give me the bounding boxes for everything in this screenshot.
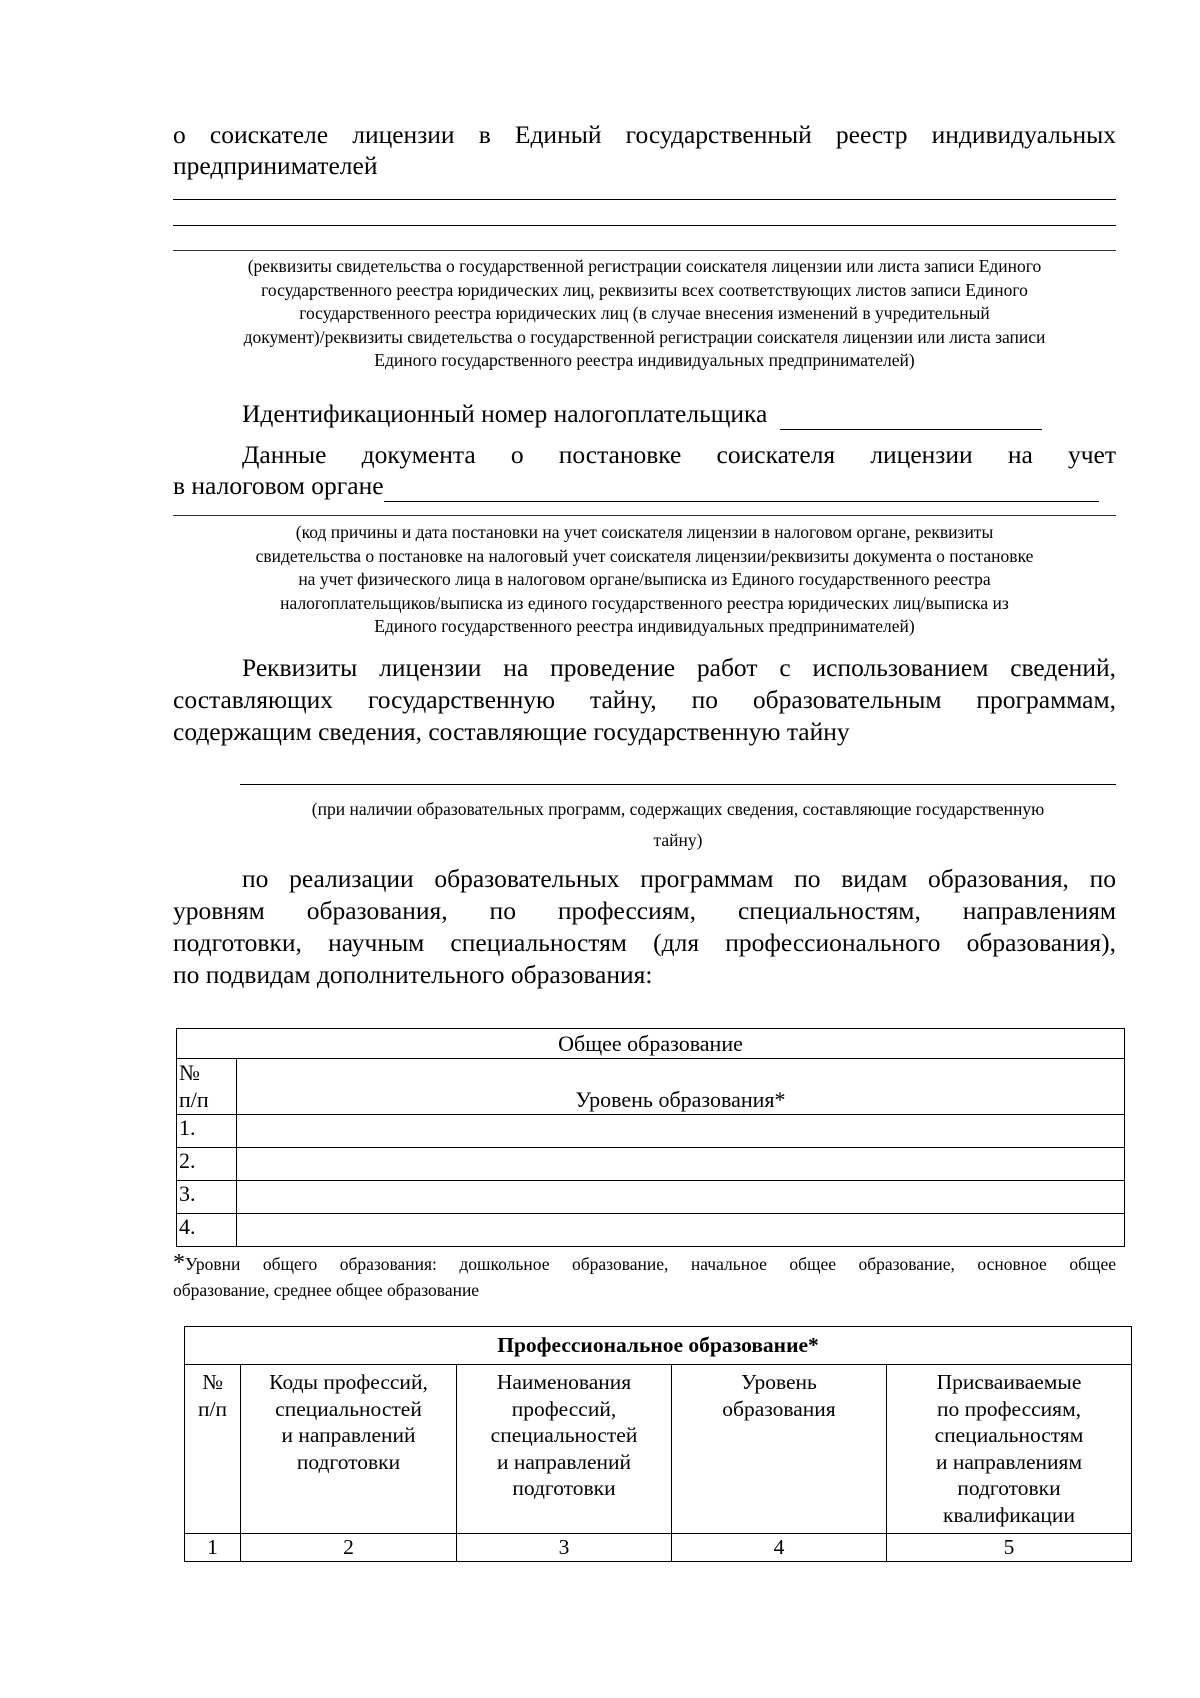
level-cell[interactable] xyxy=(237,1115,1125,1148)
prof-header-codes: Коды профессий, специальностей и направлений подготовки xyxy=(241,1365,457,1534)
intro-line-2: предпринимателей xyxy=(173,151,378,180)
secret-line-1: Реквизиты лицензии на проведение работ с использованием сведений, xyxy=(242,653,1116,682)
tax-line-2: в налоговом органе xyxy=(173,470,1099,502)
column-number: 2 xyxy=(241,1534,457,1562)
table-row xyxy=(185,1534,1132,1562)
general-education-table xyxy=(176,1028,1125,1247)
level-header: Уровень образования* xyxy=(237,1059,1125,1115)
inn-label: Идентификационный номер налогоплательщика xyxy=(242,399,768,428)
general-footnote-line-2: образование, среднее общее образование xyxy=(173,1280,480,1300)
column-number: 1 xyxy=(185,1534,241,1562)
fill-line xyxy=(173,515,1116,516)
secret-note-line-1: (при наличии образовательных программ, содержащих сведения, составляющие государственную xyxy=(311,799,1045,819)
prof-header-names: Наименования профессий, специальностей и направлений подготовки xyxy=(457,1365,672,1534)
table-row: 3. xyxy=(177,1181,1125,1214)
column-number: 5 xyxy=(887,1534,1132,1562)
inn-field xyxy=(242,398,1042,430)
general-footnote-line-1: *Уровни общего образования: дошкольное образование, начальное общее образование, основное общее xyxy=(173,1250,1116,1276)
prof-table-title: Профессиональное образование* xyxy=(185,1327,1132,1365)
level-cell[interactable] xyxy=(237,1148,1125,1181)
column-number: 3 xyxy=(457,1534,672,1562)
table-row: 2. xyxy=(177,1148,1125,1181)
fill-line xyxy=(173,250,1116,251)
programs-line-4: по подвидам дополнительного образования: xyxy=(173,960,653,989)
fill-line xyxy=(173,225,1116,226)
inn-blank xyxy=(780,398,1042,430)
level-cell[interactable] xyxy=(237,1181,1125,1214)
fill-line xyxy=(173,199,1116,200)
secret-line-2: составляющих государственную тайну, по образовательным программам, xyxy=(173,685,1116,714)
registration-note: (реквизиты свидетельства о государственной регистрации соискателя лицензии или листа записи Единого государственного реестра юридических лиц, реквизиты всех соответствующих листов записи Единого государственного реестра юридических лиц (в случае внесения изменений в учредительный документ)/реквизиты свидетельства о государственной регистрации соискателя лицензии или листа записи Единого государственного реестра индивидуальных предпринимателей) xyxy=(243,256,1046,370)
programs-line-3: подготовки, научным специальностям (для профессионального образования), xyxy=(173,928,1116,957)
secret-line-3: содержащим сведения, составляющие государственную тайну xyxy=(173,717,850,746)
table-row: 1. xyxy=(177,1115,1125,1148)
programs-line-2: уровням образования, по профессиям, специальностям, направлениям xyxy=(173,896,1116,925)
prof-header-num: № п/п xyxy=(185,1365,241,1534)
programs-line-1: по реализации образовательных программам по видам образования, по xyxy=(242,864,1116,893)
level-cell[interactable] xyxy=(237,1214,1125,1247)
tax-line-1: Данные документа о постановке соискателя лицензии на учет xyxy=(242,440,1116,469)
tax-blank xyxy=(384,470,1099,502)
table-row: 4. xyxy=(177,1214,1125,1247)
num-header: № п/п xyxy=(177,1059,237,1115)
fill-line xyxy=(240,784,1116,785)
prof-header-level: Уровень образования xyxy=(672,1365,887,1534)
tax-note: (код причины и дата постановки на учет соискателя лицензии в налоговом органе, реквизиты свидетельства о постановке на налоговый учет соискателя лицензии/реквизиты документа о постановке на учет физического лица в налоговом органе/выписка из Единого государственного реестра налогоплательщиков/выписка из единого государственного реестра юридических лиц/выписка из Единого государственного реестра индивидуальных предпринимателей) xyxy=(255,522,1034,636)
intro-line-1: о соискателе лицензии в Единый государственный реестр индивидуальных xyxy=(173,120,1116,149)
professional-education-table xyxy=(184,1326,1132,1562)
column-number: 4 xyxy=(672,1534,887,1562)
general-table-title: Общее образование xyxy=(177,1029,1125,1059)
secret-note-line-2: тайну) xyxy=(653,830,703,850)
prof-header-qualification: Присваиваемые по профессиям, специальностям и направлениям подготовки квалификации xyxy=(887,1365,1132,1534)
